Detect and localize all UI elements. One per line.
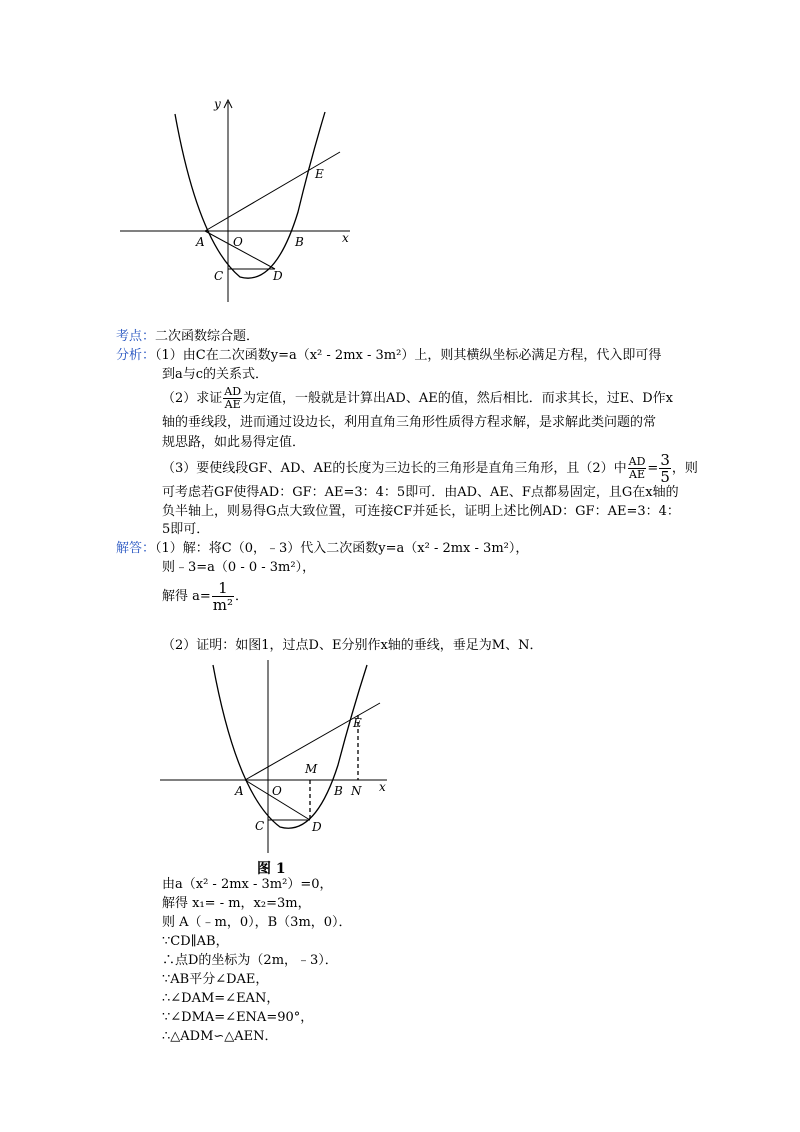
figure-2-graph <box>155 655 395 855</box>
jieda-s2-row1 <box>162 637 542 655</box>
fenxi-p2-row1 <box>162 386 673 412</box>
parabola-curve-2 <box>213 665 367 828</box>
label-a: A <box>196 235 205 249</box>
line-ae <box>205 152 340 231</box>
label-b-2: B <box>334 784 343 798</box>
label-o: O <box>233 235 243 249</box>
fenxi-p3-row4 <box>162 521 209 539</box>
fenxi-p3-row2 <box>162 484 679 502</box>
jieda-s1-line1: （1）解：将C（0，﹣3）代入二次函数y=a（x² - 2mx - 3m²）， <box>155 541 529 556</box>
parabola-curve <box>175 112 325 278</box>
jieda-row1 <box>116 540 528 558</box>
jieda-step-line: 由a（x² - 2mx - 3m²）=0， <box>162 877 333 892</box>
fenxi-p3-line3: 负半轴上，则易得G点大致位置，可连接CF并延长，证明上述比例AD：GF：AE=3：4： <box>162 504 680 519</box>
kaodian-line <box>116 328 259 346</box>
figure-caption: 图 1 <box>257 861 286 877</box>
fraction-ad-ae-2: $\frac{AD}{AE}$ <box>628 455 646 481</box>
label-d: D <box>273 269 283 283</box>
fenxi-p2-line3: 规思路，如此易得定值． <box>162 435 306 450</box>
label-x: x <box>342 231 349 245</box>
jieda-row2 <box>162 559 315 577</box>
label-c-2: C <box>255 819 265 833</box>
kaodian-label: 考点： <box>116 329 156 344</box>
jieda-row3 <box>162 580 248 613</box>
label-e: E <box>315 167 324 181</box>
jieda-step-line: ∴∠DAM=∠EAN， <box>162 991 280 1006</box>
jieda-step-line: ∵CD∥AB， <box>162 934 229 949</box>
label-o-2: O <box>272 784 282 798</box>
jieda-s1-line2: 则﹣3=a（0 - 0 - 3m²）， <box>162 560 316 575</box>
fenxi-line-2 <box>162 366 268 384</box>
label-a-2: A <box>235 784 244 798</box>
label-b: B <box>295 235 304 249</box>
jieda-step-line: ∴△ADM∽△AEN． <box>162 1029 278 1044</box>
kaodian-text: 二次函数综合题． <box>155 329 260 344</box>
label-m-2: M <box>305 762 318 776</box>
equals-sign: = <box>647 461 659 476</box>
jieda-step-line: ∵∠DMA=∠ENA=90°， <box>162 1010 314 1025</box>
jieda-step-line: 解得 x₁= - m，x₂=3m， <box>162 896 311 911</box>
fenxi-p3-row3 <box>162 503 680 521</box>
fenxi-p1-line1: （1）由C在二次函数y=a（x² - 2mx - 3m²）上，则其横纵坐标必满足方程，代入即可得 <box>155 348 662 363</box>
fenxi-p2-line1-rest: 为定值，一般就是计算出AD、AE的值，然后相比．而求其长，过E、D作x <box>243 391 673 406</box>
fraction-ad-ae: $\frac{AD}{AE}$ <box>224 385 242 411</box>
jieda-s1-line3-prefix: 解得 a= <box>162 589 211 604</box>
fenxi-p3-row1 <box>162 452 698 485</box>
jieda-step-line: ∴点D的坐标为（2m，﹣3）． <box>162 953 338 968</box>
fenxi-p2-line2: 轴的垂线段，进而通过设边长，利用直角三角形性质得方程求解，是求解此类问题的常 <box>162 415 657 430</box>
jieda-s1-line3-suffix: ． <box>235 589 249 604</box>
fenxi-p2-row3 <box>162 434 305 452</box>
fraction-3-5: $\frac{3}{5}$ <box>660 451 670 486</box>
jieda-step-line: ∵AB平分∠DAE， <box>162 972 269 987</box>
fenxi-p2-row2 <box>162 414 656 432</box>
label-x-2: x <box>379 780 386 794</box>
label-e-2: E <box>353 716 362 730</box>
fenxi-p2-prefix: （2）求证 <box>162 391 223 406</box>
label-d-2: D <box>312 820 322 834</box>
label-n-2: N <box>351 784 362 798</box>
fraction-1-m2: $\frac{1}{\text{m²}}$ <box>212 579 234 614</box>
label-y: y <box>214 97 221 111</box>
fenxi-label: 分析： <box>116 348 156 363</box>
jieda-label: 解答： <box>116 541 156 556</box>
fenxi-p3-line1b: ，则 <box>671 461 698 476</box>
fenxi-p1-line2: 到a与c的关系式． <box>162 367 269 382</box>
fenxi-p3-line2: 可考虑若GF使得AD：GF：AE=3：4：5即可．由AD、AE、F点都易固定，且G在x轴的 <box>162 485 679 500</box>
fenxi-p3-line4: 5即可． <box>162 522 210 537</box>
fenxi-line-1 <box>116 347 661 365</box>
jieda-step-line: 则 A（﹣m，0），B（3m，0）． <box>162 915 352 930</box>
figure-1-graph <box>110 92 360 307</box>
jieda-s2-line1: （2）证明：如图1，过点D、E分别作x轴的垂线，垂足为M、N． <box>162 638 543 653</box>
label-c: C <box>214 269 224 283</box>
fenxi-p3-line1a: （3）要使线段GF、AD、AE的长度为三边长的三角形是直角三角形，且（2）中 <box>162 461 627 476</box>
